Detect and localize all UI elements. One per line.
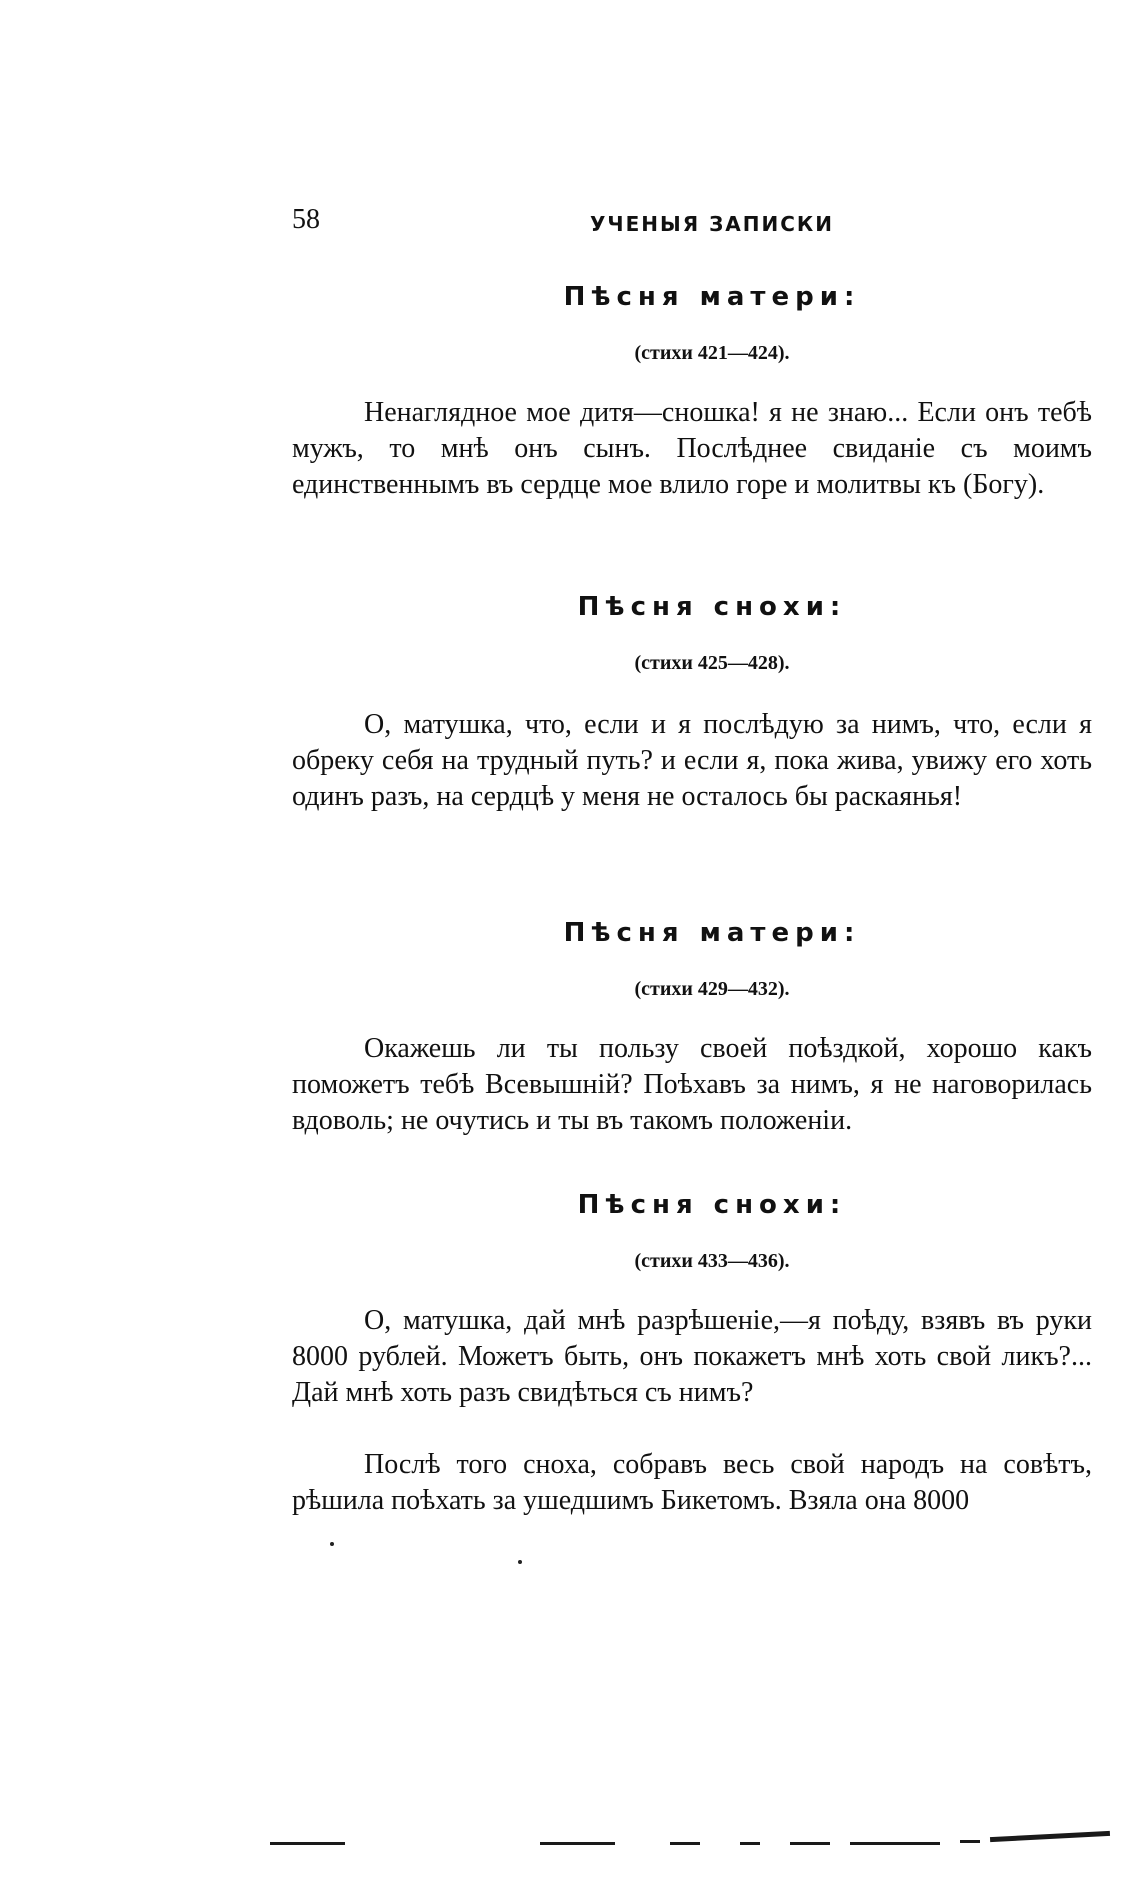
- song-text: О, матушка, дай мнѣ разрѣшеніе,—я поѣду, взявъ въ руки 8000 рублей. Можетъ быть, онъ покажетъ мнѣ хоть свой ликъ?... Дай мнѣ хоть разъ свидѣться съ нимъ?: [292, 1305, 1092, 1408]
- verse-reference: (стихи 433—436).: [634, 1250, 790, 1272]
- scan-mark: [990, 1831, 1110, 1842]
- narrative-text: Послѣ того сноха, собравъ весь свой народъ на совѣтъ, рѣшила поѣхать за ушедшимъ Бикетомъ. Взяла она 8000: [292, 1449, 1092, 1516]
- verse-reference: (стихи 425—428).: [634, 652, 790, 674]
- song-text: Ненаглядное мое дитя—сношка! я не знаю... Если онъ тебѣ мужъ, то мнѣ онъ сынъ. Послѣднее свиданіе съ моимъ единственнымъ въ сердце мое влило горе и молитвы къ (Богу).: [292, 397, 1092, 500]
- song-section-3: [292, 918, 1092, 1139]
- song-section-1: [292, 282, 1092, 503]
- scan-mark: [670, 1842, 700, 1845]
- scan-mark: [540, 1842, 615, 1845]
- page-number: 58: [292, 204, 320, 235]
- scan-mark: [850, 1842, 940, 1845]
- verse-reference: (стихи 421—424).: [634, 342, 790, 364]
- scan-mark: [960, 1840, 980, 1843]
- song-title: Пѣсня снохи:: [577, 592, 847, 622]
- song-title: Пѣсня матери:: [563, 918, 861, 948]
- song-title: Пѣсня снохи:: [577, 1190, 847, 1220]
- ink-speck: [518, 1560, 522, 1564]
- scan-mark: [270, 1842, 345, 1845]
- song-section-2: [292, 592, 1092, 815]
- scan-mark: [790, 1842, 830, 1845]
- scan-mark: [740, 1842, 760, 1845]
- song-text: О, матушка, что, если и я послѣдую за нимъ, что, если я обреку себя на трудный путь? и если я, пока жива, увижу его хоть одинъ разъ, на сердцѣ у меня не осталось бы раскаянья!: [292, 709, 1092, 812]
- song-section-4: [292, 1190, 1092, 1519]
- page-header: [292, 204, 1092, 244]
- running-head: УЧЕНЫЯ ЗАПИСКИ: [590, 212, 834, 236]
- song-text: Окажешь ли ты пользу своей поѣздкой, хорошо какъ поможетъ тебѣ Всевышній? Поѣхавъ за нимъ, я не наговорилась вдоволь; не очутись и ты въ такомъ положеніи.: [292, 1033, 1092, 1136]
- scan-edge-marks: [270, 1820, 1130, 1850]
- song-title: Пѣсня матери:: [563, 282, 861, 312]
- ink-speck: [330, 1542, 334, 1546]
- verse-reference: (стихи 429—432).: [634, 978, 790, 1000]
